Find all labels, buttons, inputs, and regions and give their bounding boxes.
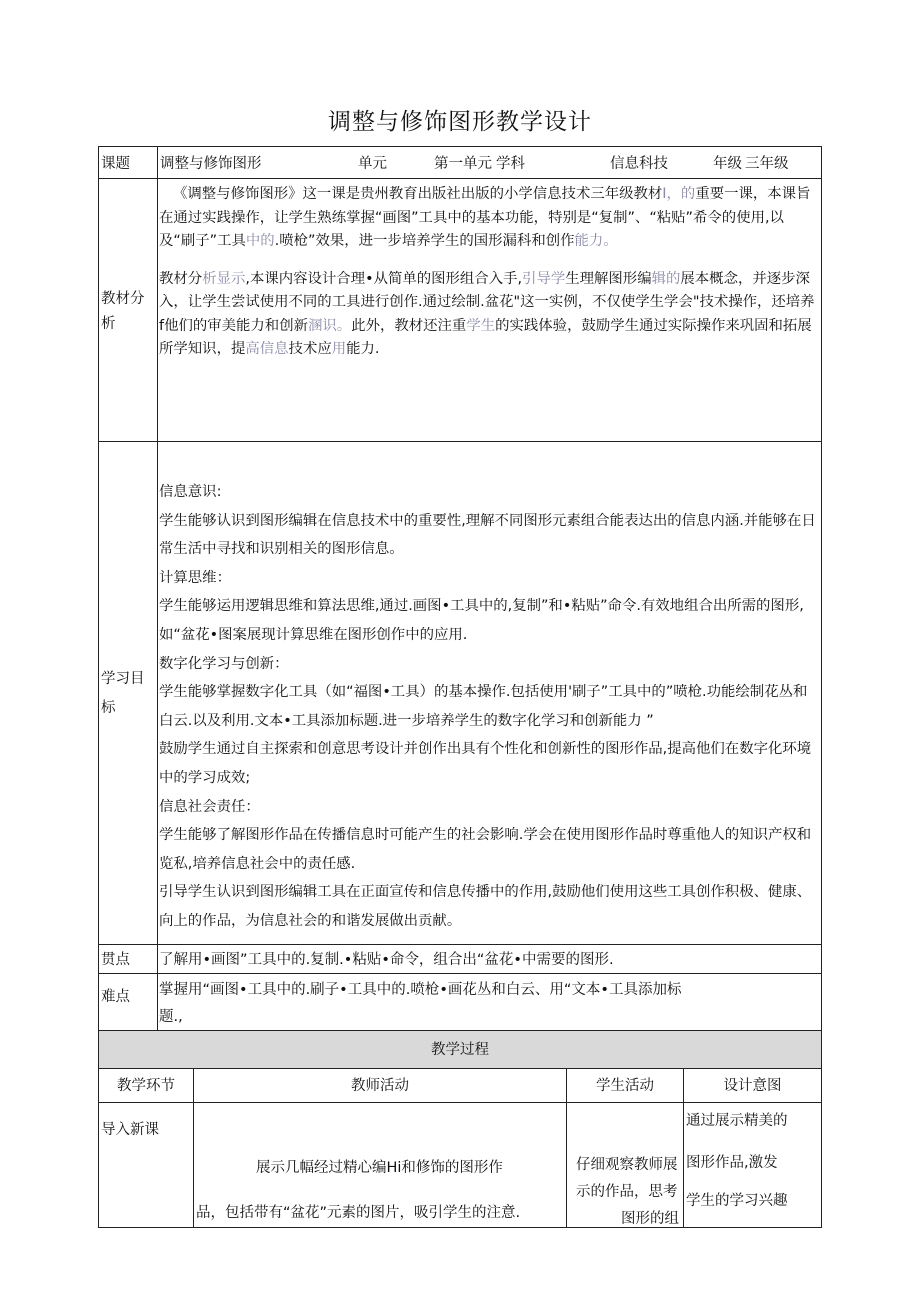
objective-paragraph: 引导学生认识到图形编辑工具在正面宣传和信息传播中的作用,鼓励他们使用这些工具创作积极、健康、向上的作品，为信息社会的和谐发展做出贡献。 — [159, 884, 812, 929]
objectives-label: 学习目 标 — [101, 671, 145, 716]
objective-paragraph: 鼓励学生通过自主探索和创意思考设计并创作出具有个性化和创新性的图形作品,提高他们在数字化环境中的学习成效; — [159, 741, 812, 786]
objective-heading: 计算思维： — [159, 569, 231, 586]
objective-paragraph: 学生能够运用逻辑思维和算法思维,通过.画图•工具中的,复制”和•粘贴”命令.有效地组合出所需的图形,如“盆花•图案展现计算思维在图形创作中的应用. — [159, 598, 804, 643]
column-header-student: 学生活动 — [596, 1078, 654, 1094]
objective-heading: 信息意识: — [159, 484, 222, 500]
objectives-text — [159, 478, 821, 936]
difficulty-label: 难点 — [101, 989, 130, 1005]
objective-paragraph: 学生能够了解图形作品在传播信息时可能产生的社会影响.学会在使用图形作品时尊重他人的知识产权和览私,培养信息社会中的责任感. — [159, 827, 812, 872]
analysis-text — [159, 183, 817, 362]
objective-paragraph: 学生能够掌握数字化工具（如“福图•工具）的基本操作.包括使用'刷子”工具中的”喷枪.功能绘制花丛和白云.以及利用.文本•工具添加标题.进一步培养学生的数字化学习和创新能力 ” — [159, 684, 808, 729]
objective-heading: 信息社会责任： — [159, 798, 260, 815]
design-intent-cell: 通过展示精美的 图形作品,激发 学生的学习兴趣 — [686, 1113, 788, 1209]
grade-value: 三年级 — [745, 156, 789, 172]
key-point-text: 了解用•画图”工具中的.复制.•粘贴•命令，组合出“盆花•中需要的图形. — [159, 952, 614, 968]
column-header-teacher: 教师活动 — [351, 1078, 409, 1094]
analysis-label: 教材分 析 — [101, 291, 145, 332]
subject-value: 信息科技 — [610, 156, 668, 172]
teacher-activity-cell: 展示几幅经过精心编Hi和修饰的图形作 品，包括带有“盆花”元素的图片，吸引学生的注意. — [196, 1160, 521, 1221]
course-value: 调整与修饰图形 — [160, 156, 262, 172]
key-point-label: 贯点 — [101, 952, 130, 968]
column-header-intent: 设计意图 — [723, 1078, 782, 1094]
analysis-paragraph-1: 《调整与修饰图形》这一课是贵州教育出版社出版的小学信息技术三年级教材I，的重要一课，本课旨在通过实践操作，让学生熟练掌握“画图”工具中的基本功能，特别是“复制”、“粘贴”希令的使用,以及“刷子”工具中的.喷枪”效果，进一步培养学生的国形漏科和创作能力。 — [159, 186, 811, 249]
objective-heading: 数字化学习与创新： — [159, 655, 289, 672]
course-label: 课题 — [101, 156, 130, 172]
analysis-paragraph-2: 教材分析显示,本课内容设计合理•从简单的图形组合入手,引导学生理解图形编辑的展本概念，并逐步深入，让学生尝试使用不同的工具进行创作.通过绘制.盆花"这一实例，不仅使学生学会"技术操作，还培养f他们的审美能力和创新溷识。此外，教材还注重学生的实践体验，鼓励学生通过实际操作来巩固和拓展所学知识，提高信息技术应用能力. — [159, 270, 815, 357]
student-activity-cell: 仔细观察教师展 示的作品，思考 图形的组 — [576, 1157, 679, 1227]
stage-cell: 导入新课 — [101, 1122, 159, 1138]
difficulty-text: 掌握用“画图•工具中的.刷子•工具中的.喷枪•画花丛和白云、用“文本•工具添加标 题., — [159, 982, 682, 1025]
objective-paragraph: 学生能够认识到图形编辑在信息技术中的重要性,理解不同图形元素组合能表达出的信息内涵.并能够在日常生活中寻找和识别相关的图形信息。 — [159, 512, 816, 558]
unit-value: 第一单元 — [434, 156, 492, 172]
unit-label: 单元 — [358, 156, 387, 172]
grade-label: 年级 — [713, 156, 742, 172]
subject-label: 学科 — [496, 156, 525, 172]
page-title: 调整与修饰图形教学设计 — [328, 109, 592, 135]
column-header-stage: 教学环节 — [117, 1078, 175, 1094]
process-banner: 教学过程 — [431, 1042, 489, 1058]
